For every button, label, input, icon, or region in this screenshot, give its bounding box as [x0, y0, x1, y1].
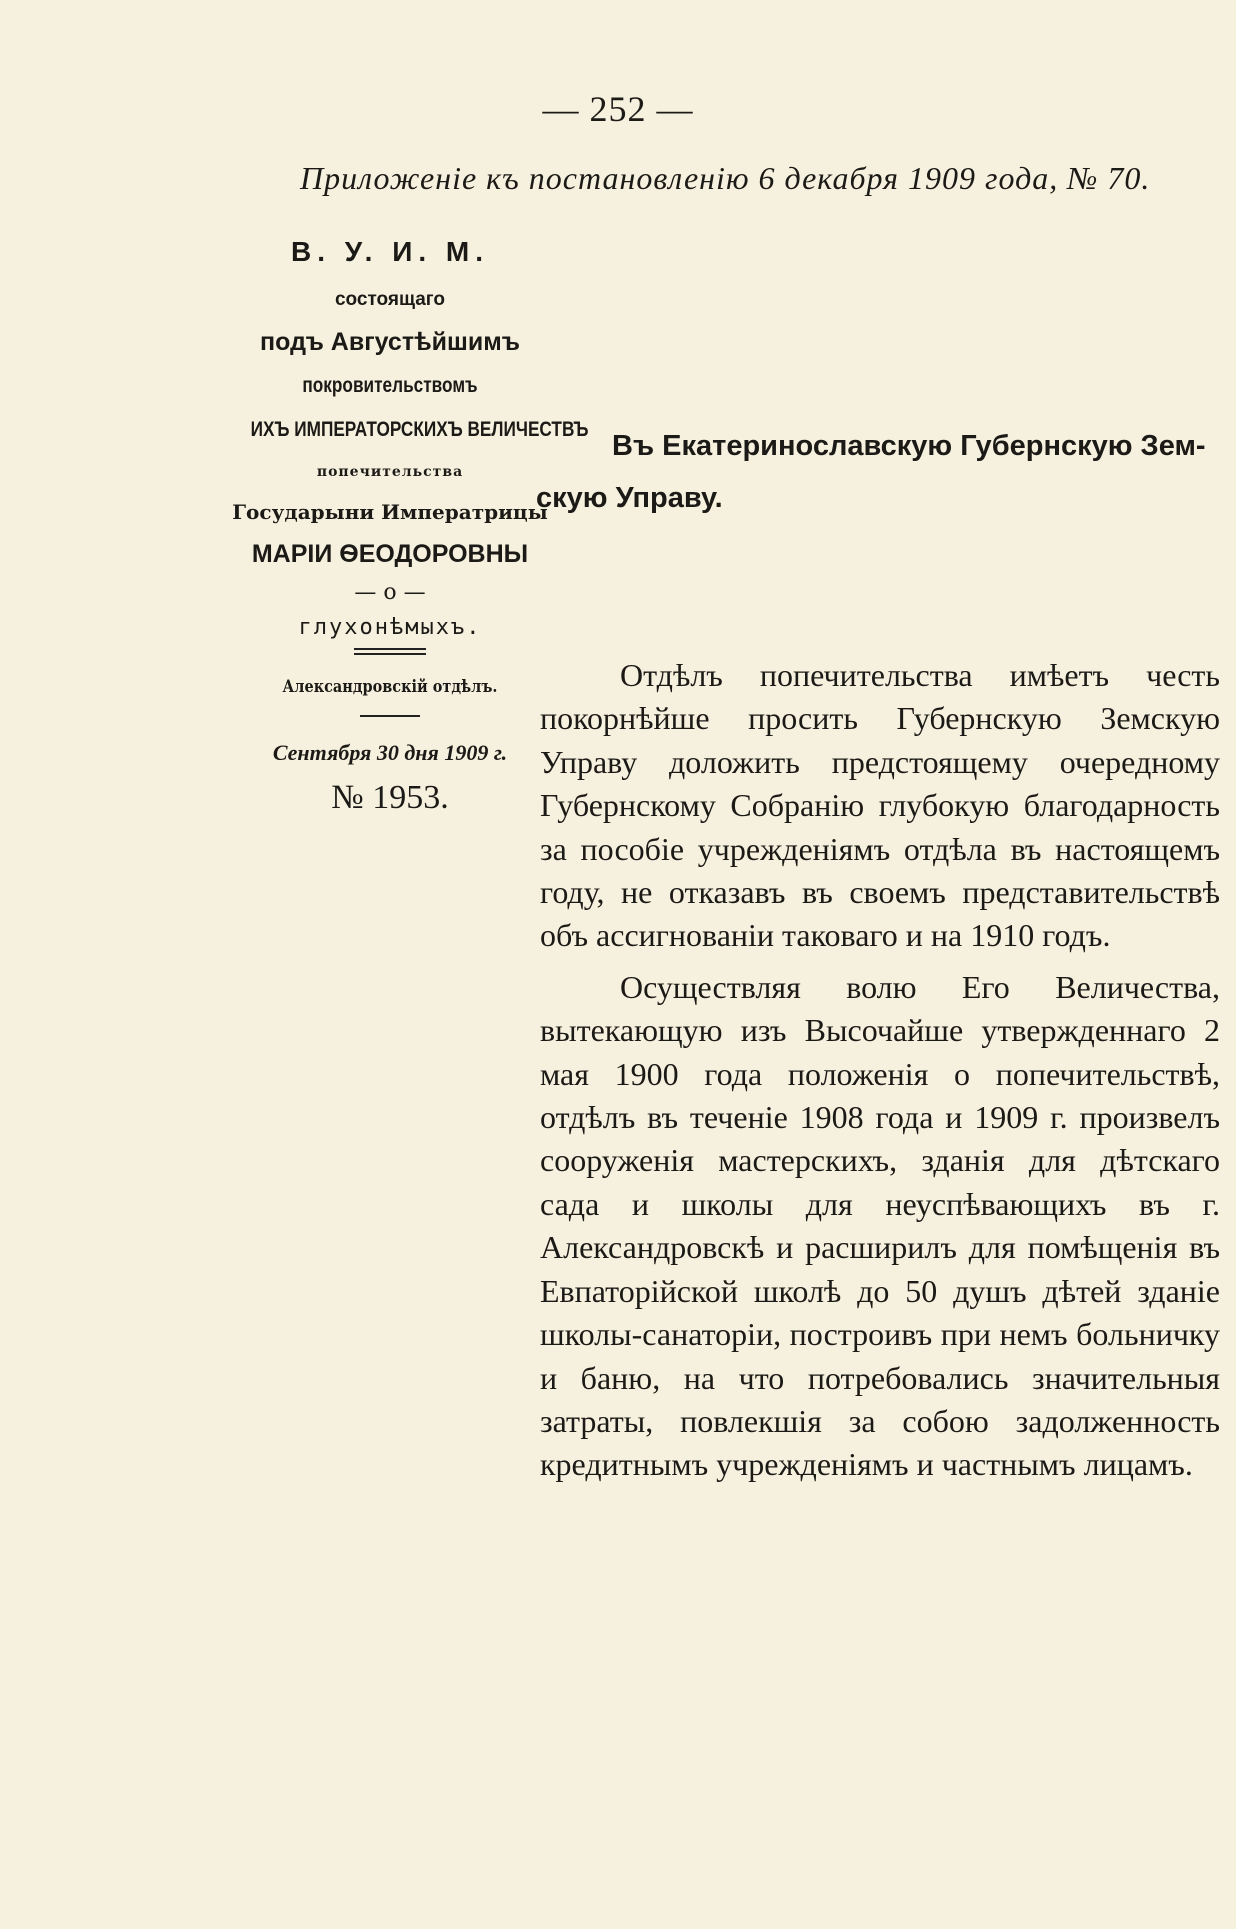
sender-block [220, 236, 589, 823]
body-paragraph-2: Осуществляя волю Его Величества, вытекающую изъ Высочайше утвержденнаго 2 мая 1900 года положенія о попечительствѣ, отдѣлъ въ теченіе 1908 года и 1909 г. произвелъ сооруженія мастерскихъ, зданія для дѣтскаго сада и школы для неуспѣвающихъ въ г. Александровскѣ и расширилъ для помѣщенія въ Евпаторійской школѣ до 50 душъ дѣтей зданіе школы-санаторіи, построивъ при немъ больничку и баню, на что потребовались значительныя затраты, повлекшія за собою задолженность кредитнымъ учрежденіямъ и частнымъ лицамъ. [540, 968, 1220, 1483]
sender-line-o: — о — [354, 580, 426, 605]
sender-line-sostoyashchago: состоящаго [334, 289, 446, 310]
addressee-block [536, 420, 1226, 524]
sender-department: Александровскій отдѣлъ. [282, 677, 498, 697]
sender-line-pod: подъ Августѣйшимъ [260, 328, 520, 356]
addressee-line-1: Въ Екатеринославскую Губернскую Зем- [612, 430, 1206, 462]
addressee-line-2: скую Управу. [536, 482, 723, 514]
annex-heading: Приложеніе къ постановленію 6 декабря 1909 года, № 70. [300, 160, 1151, 196]
sender-document-number: № 1953. [331, 779, 449, 816]
sender-line-pokrovitelstvom: покровительствомъ [302, 374, 478, 397]
sender-org-abbr: В. У. И. М. [290, 236, 490, 267]
page-number: — 252 — [542, 89, 694, 129]
sender-line-glukhonemykh: глухонѣмыхъ. [298, 615, 482, 640]
body-paragraph-1: Отдѣлъ попечительства имѣетъ честь покорнѣйше просить Губернскую Земскую Управу доложить предстоящему очередному Губернскому Собранію глубокую благодарность за пособіе учрежденіямъ отдѣла въ настоящемъ году, не отказавъ въ своемъ представительствѣ объ ассигнованіи таковаго и на 1910 годъ. [540, 657, 1220, 954]
sender-line-gosudaryni: Государыни Императрицы [232, 500, 548, 524]
sender-line-popechitelstva: попечительства [316, 464, 464, 480]
single-rule-divider [360, 715, 420, 717]
double-rule-divider [354, 648, 426, 655]
sender-line-marii: МАРІИ ѲЕОДОРОВНЫ [251, 540, 529, 568]
sender-line-velichestv: ИХЪ ИМПЕРАТОРСКИХЪ ВЕЛИЧЕСТВЪ [250, 418, 589, 441]
sender-date: Сентября 30 дня 1909 г. [272, 740, 508, 765]
letter-body [540, 654, 1220, 1487]
